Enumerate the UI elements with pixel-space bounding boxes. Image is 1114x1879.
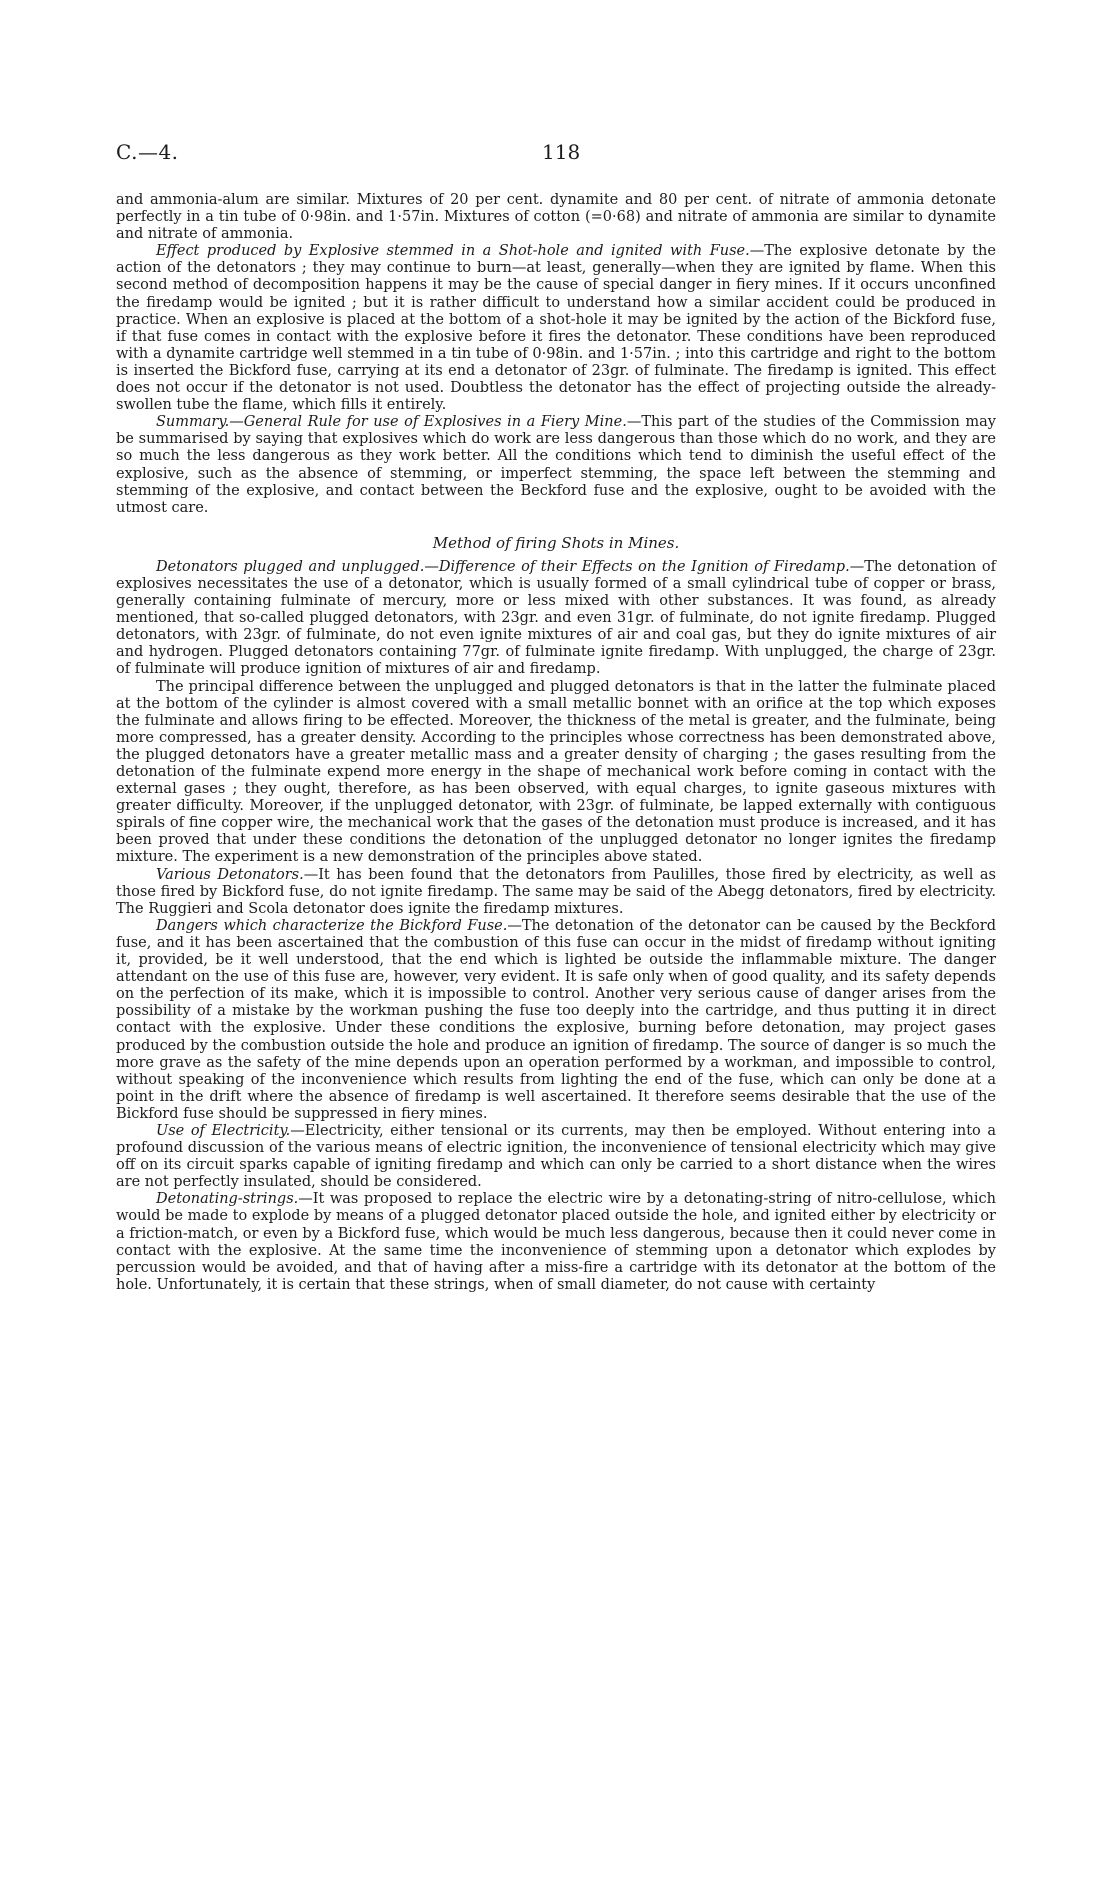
paragraph-lead: Summary.—General Rule for use of Explosives in a Fiery Mine. — [156, 414, 627, 431]
paragraph-text: —The explosive detonate by the action of the detonators ; they may continue to burn—at least, generally—when they are ignited by flame. When this second method of decomposition happens it may be the cause of special danger in fiery mines. If it occurs unconfined the firedamp would be ignited ; but it is rather difficult to understand how a similar accident could be produced in practice. When an explosive is placed at the bottom of a shot-hole it may be ignited by the action of the Bickford fuse, if that fuse comes in contact with the explosive before it fires the detonator. These conditions have been reproduced with a dynamite cartridge well stemmed in a tin tube of 0·98in. and 1·57in. ; into this cartridge and right to the bottom is inserted the Bickford fuse, carrying at its end a detonator of 23gr. of fulminate. The firedamp is ignited. This effect does not occur if the detonator is not used. Doubtless the detonator has the effect of projecting outside the already-swollen tube the flame, which fills it entirely. — [116, 243, 996, 414]
paragraph — [116, 679, 996, 867]
paragraph-text: —This part of the studies of the Commission may be summarised by saying that explosives which do work are less dangerous than those which do no work, and they are so much the less dangerous as they work better. All the conditions which tend to diminish the useful effect of the explosive, such as the absence of stemming, or imperfect stemming, the space left between the stemming and stemming of the explosive, and contact between the Beckford fuse and the explosive, ought to be avoided with the utmost care. — [116, 414, 996, 516]
page-number: 118 — [542, 140, 581, 164]
page-body — [116, 192, 996, 1294]
paragraph-text: —It was proposed to replace the electric wire by a detonating-string of nitro-cellulose, which would be made to explode by means of a plugged detonator placed outside the hole, and ignited either by electricity or a friction-match, or even by a Bickford fuse, which would be much less dangerous, because then it could never come in contact with the explosive. At the same time the inconvenience of stemming upon a detonator which explodes by percussion would be avoided, and that of having after a miss-fire a cartridge with its detonator at the bottom of the hole. Unfortunately, it is certain that these strings, when of small diameter, do not cause with certainty — [116, 1191, 996, 1293]
paragraph-lead: Detonators plugged and unplugged.—Difference of their Effects on the Ignition of Firedamp. — [156, 558, 850, 575]
paragraph-lead: Use of Electricity. — [156, 1122, 291, 1139]
paragraph — [116, 192, 996, 243]
paragraph — [116, 1123, 996, 1191]
document-code: C.—4. — [116, 140, 179, 164]
paragraph — [116, 243, 996, 414]
page-header — [116, 140, 996, 170]
paragraph — [116, 1191, 996, 1294]
paragraph — [116, 559, 996, 679]
paragraph — [116, 918, 996, 1123]
paragraph-lead: Effect produced by Explosive stemmed in a Shot-hole and ignited with Fuse. — [156, 243, 750, 260]
paragraph — [116, 867, 996, 918]
paragraph-lead: Various Detonators. — [156, 866, 304, 883]
paragraph-lead: Dangers which characterize the Bickford Fuse. — [156, 917, 508, 934]
section-title: Method of firing Shots in Mines. — [432, 533, 680, 552]
paragraph-text: —The detonation of explosives necessitates the use of a detonator, which is usually formed of a small cylindrical tube of copper or brass, generally containing fulminate of mercury, more or less mixed with other substances. It was found, as already mentioned, that so-called plugged detonators, with 23gr. and even 31gr. of fulminate, do not ignite firedamp. Plugged detonators, with 23gr. of fulminate, do not even ignite mixtures of air and coal gas, but they do ignite mixtures of air and hydrogen. Plugged detonators containing 77gr. of fulminate ignite firedamp. With unplugged, the charge of 23gr. of fulminate will produce ignition of mixtures of air and firedamp. — [116, 558, 997, 678]
paragraph-text: The principal difference between the unplugged and plugged detonators is that in the latter the fulminate placed at the bottom of the cylinder is almost covered with a small metallic bonnet with an orifice at the top which exposes the fulminate and allows firing to be effected. Moreover, the thickness of the metal is greater, and the fulminate, being more compressed, has a greater density. According to the principles whose correctness has been demonstrated above, the plugged detonators have a greater metallic mass and a greater density of charging ; the gases resulting from the detonation of the fulminate expend more energy in the shape of mechanical work before coming in contact with the external gases ; they ought, therefore, as has been observed, with equal charges, to ignite gaseous mixtures with greater difficulty. Moreover, if the unplugged detonator, with 23gr. of fulminate, be lapped externally with contiguous spirals of fine copper wire, the mechanical work that the gases of the detonation must produce is increased, and it has been proved that under these conditions the detonation of the unplugged detonator no longer ignites the firedamp mixture. The experiment is a new demonstration of the principles above stated. — [116, 678, 996, 866]
paragraph-text: —It has been found that the detonators from Paulilles, those fired by electricity, as well as those fired by Bickford fuse, do not ignite firedamp. The same may be said of the Abegg detonators, fired by electricity. The Ruggieri and Scola detonator does ignite the firedamp mixtures. — [116, 866, 996, 917]
paragraph-lead: Detonating-strings. — [156, 1191, 299, 1208]
paragraph-text: and ammonia-alum are similar. Mixtures of 20 per cent. dynamite and 80 per cent. of nitrate of ammonia detonate perfectly in a tin tube of 0·98in. and 1·57in. Mixtures of cotton (=0·68) and nitrate of ammonia are similar to dynamite and nitrate of ammonia. — [116, 192, 996, 243]
paragraph-text: —The detonation of the detonator can be caused by the Beckford fuse, and it has been ascertained that the combustion of this fuse can occur in the midst of firedamp without igniting it, provided, be it well understood, that the end which is lighted be outside the inflammable mixture. The danger attendant on the use of this fuse are, however, very evident. It is safe only when of good quality, and its safety depends on the perfection of its make, which it is impossible to control. Another very serious cause of danger arises from the possibility of a mistake by the workman pushing the fuse too deeply into the cartridge, and thus putting it in direct contact with the explosive. Under these conditions the explosive, burning before detonation, may project gases produced by the combustion outside the hole and produce an ignition of firedamp. The source of danger is so much the more grave as the safety of the mine depends upon an operation performed by a workman, and impossible to control, without speaking of the inconvenience which results from lighting the end of the fuse, which can only be done at a point in the drift where the absence of firedamp is well ascertained. It therefore seems desirable that the use of the Bickford fuse should be suppressed in fiery mines. — [116, 917, 997, 1122]
paragraph-text: —Electricity, either tensional or its currents, may then be employed. Without entering into a profound discussion of the various means of electric ignition, the inconvenience of tensional electricity which may give off on its circuit sparks capable of igniting firedamp and which can only be carried to a short distance when the wires are not perfectly insulated, should be considered. — [116, 1122, 996, 1191]
paragraph — [116, 414, 996, 517]
